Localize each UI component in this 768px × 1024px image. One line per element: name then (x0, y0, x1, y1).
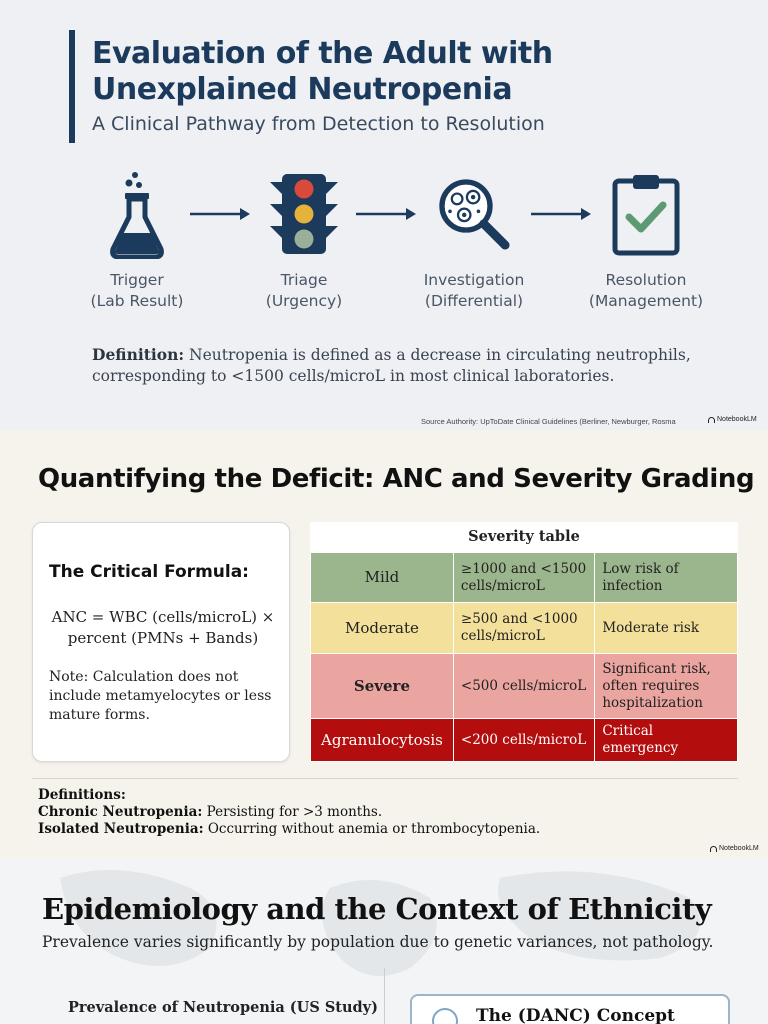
title-accent-bar (69, 30, 75, 143)
step-label-resolution: Resolution (Management) (588, 271, 704, 310)
formula-card (32, 522, 290, 762)
step-label-trigger: Trigger (Lab Result) (90, 271, 184, 310)
flask-icon (97, 168, 177, 260)
slide-subtitle: Prevalence varies significantly by population due to genetic variances, not pathology. (42, 933, 714, 951)
severity-cell: Mild (311, 553, 454, 603)
notebooklm-logo-icon (708, 417, 715, 423)
severity-cell: Agranulocytosis (311, 719, 454, 762)
risk-cell: Significant risk, often requires hospitalization (595, 654, 738, 719)
severity-cell: Severe (311, 654, 454, 719)
source-note: Source Authority: UpToDate Clinical Guidelines (Berliner, Newburger, Rosma (421, 417, 676, 426)
notebooklm-badge: NotebookLM (708, 416, 757, 423)
risk-cell: Low risk of infection (595, 553, 738, 603)
divider (384, 968, 385, 1024)
divider (32, 778, 738, 779)
range-cell: <200 cells/microL (453, 719, 594, 762)
definitions-block: Definitions: Chronic Neutropenia: Persisting for >3 months. Isolated Neutropenia: Occurring without anemia or thrombocytopenia. (38, 787, 541, 837)
formula-note: Note: Calculation does not include metamyelocytes or less mature forms. (49, 669, 272, 723)
definition-text: Definition: Neutropenia is defined as a decrease in circulating neutrophils, corresponding to <1500 cells/microL in most clinical laboratories. (92, 345, 691, 385)
danc-concept-card (410, 994, 730, 1024)
range-cell: <500 cells/microL (453, 654, 594, 719)
severity-table (310, 522, 738, 762)
chart-heading: Prevalence of Neutropenia (US Study) (68, 999, 378, 1016)
slide-epidemiology (0, 858, 768, 1024)
table-row (311, 654, 738, 719)
slide-title: Epidemiology and the Context of Ethnicity (42, 892, 712, 926)
step-triage (229, 168, 379, 312)
traffic-light-icon (264, 168, 344, 260)
range-cell: ≥500 and <1000 cells/microL (453, 603, 594, 654)
step-label-triage: Triage (Urgency) (265, 271, 343, 310)
notebooklm-logo-icon (710, 846, 717, 852)
formula-heading: The Critical Formula: (49, 562, 249, 582)
table-row (311, 553, 738, 603)
anc-formula: ANC = WBC (cells/microL) × percent (PMNs + Bands) (51, 608, 275, 647)
clipboard-check-icon (606, 168, 686, 260)
slide-title: Quantifying the Deficit: ANC and Severity Grading (38, 464, 755, 494)
step-resolution (571, 168, 721, 312)
step-label-investigation: Investigation (Differential) (423, 271, 525, 310)
slide-pathway (0, 0, 768, 430)
table-row (311, 603, 738, 654)
severity-cell: Moderate (311, 603, 454, 654)
risk-cell: Critical emergency (595, 719, 738, 762)
table-row (311, 719, 738, 762)
sun-icon (432, 1008, 458, 1024)
slide-severity (0, 430, 768, 858)
range-cell: ≥1000 and <1500 cells/microL (453, 553, 594, 603)
step-investigation (399, 168, 549, 312)
magnifier-cells-icon (434, 168, 514, 260)
risk-cell: Moderate risk (595, 603, 738, 654)
danc-concept-heading: The (DANC) Concept (476, 1006, 675, 1024)
page-subtitle: A Clinical Pathway from Detection to Resolution (92, 113, 545, 135)
step-trigger (62, 168, 212, 312)
table-title: Severity table (310, 522, 738, 552)
notebooklm-badge: NotebookLM (710, 845, 759, 852)
page-title: Evaluation of the Adult with Unexplained Neutropenia (92, 36, 553, 107)
